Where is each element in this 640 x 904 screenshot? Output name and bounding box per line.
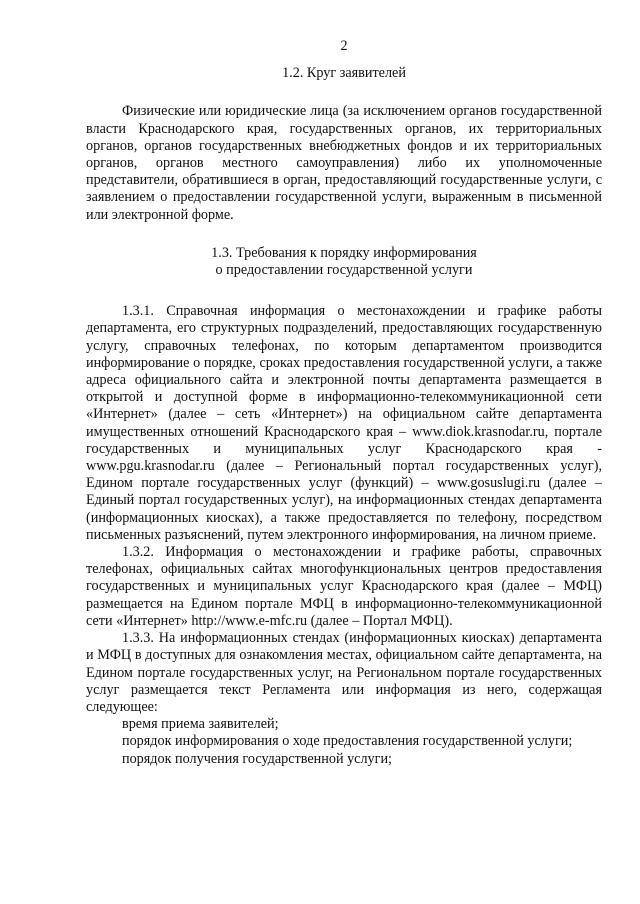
spacer [86,224,602,245]
section-heading-1-3-line-1: 1.3. Требования к порядку информирования [211,244,477,261]
spacer [86,279,602,303]
section-heading-1-2: 1.2. Круг заявителей [282,65,406,82]
section-heading-1-3-line-2: о предоставлении государственной услуги [215,262,473,279]
applicants-paragraph: Физические или юридические лица (за исключением органов государственной власти Краснодарского края, государственных органов, их территориальных органов, органов государственных внебюджетных фондов и их территориальных органов, органов местного самоуправления) либо их уполномоченные представители, обратившиеся в орган, предоставляющий государственные услуги, с заявлением о предоставлении государственной услуги, выраженным в письменной или электронной форме. [86,103,602,223]
page-number: 2 [340,38,348,54]
paragraph-1-3-2: 1.3.2. Информация о местонахождении и графике работы, справочных телефонах, официальных сайтах многофункциональных центров предоставления государственных и муниципальных услуг Краснодарского края (далее – МФЦ) размещается на Едином портале МФЦ в информационно-телекоммуникационной сети «Интернет» http://www.e-mfc.ru (далее – Портал МФЦ). [86,544,602,629]
list-item: порядок информирования о ходе предоставления государственной услуги; [122,733,573,750]
list-item: время приема заявителей; [122,716,279,733]
list-item: порядок получения государственной услуги; [122,750,392,767]
paragraph-1-3-1: 1.3.1. Справочная информация о местонахождении и графике работы департамента, его структурных подразделений, предоставляющих государственную услугу, справочных телефонах, по которым департаментом производится информирование о порядке, сроках предоставления государственной услуги, а также адреса официального сайта и электронной почты департамента размещается в открытой и доступной форме в информационно-телекоммуникационной сети «Интернет» (далее – сеть «Интернет») на официальном сайте департамента имущественных отношений Краснодарского края – www.diok.krasnodar.ru, портале государственных и муниципальных услуг Краснодарского края - www.pgu.krasnodar.ru (далее – Региональный портал государственных услуг), Едином портале государственных услуг (функций) – www.gosuslugi.ru (далее – Единый портал государственных услуг), на информационных стендах департамента (информационных киосках), а также предоставляется по телефону, посредством письменных разъяснений, путем электронного информирования, на личном приеме. [86,303,602,543]
document-page [86,38,602,768]
paragraph-1-3-3: 1.3.3. На информационных стендах (информационных киосках) департамента и МФЦ в доступных для ознакомления местах, официальном сайте департамента, на Едином портале государственных услуг, на Региональном портале государственных услуг размещается текст Регламента или информация из него, содержащая следующее: [86,630,602,715]
spacer [86,82,602,103]
